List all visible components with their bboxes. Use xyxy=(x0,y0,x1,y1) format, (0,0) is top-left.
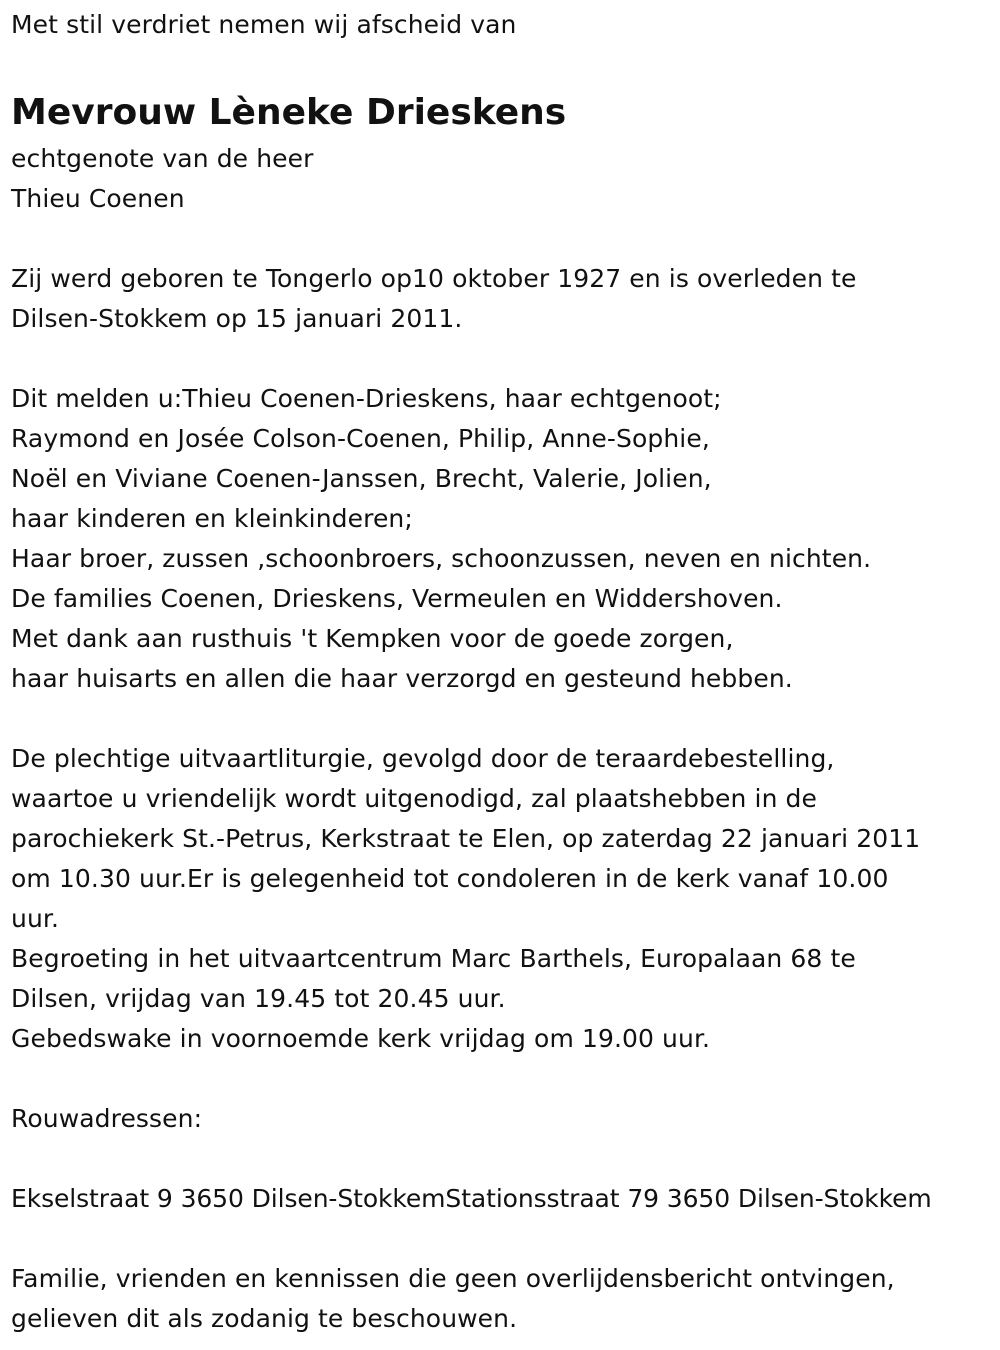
ceremony-line: De plechtige uitvaartliturgie, gevolgd door de teraardebestelling, xyxy=(11,744,835,773)
ceremony-line: Gebedswake in voornoemde kerk vrijdag om 19.00 uur. xyxy=(11,1024,711,1053)
obituary-notice xyxy=(11,5,996,1339)
family-line: De families Coenen, Drieskens, Vermeulen en Widdershoven. xyxy=(11,584,783,613)
family-line: haar kinderen en kleinkinderen; xyxy=(11,504,413,533)
family-line: Met dank aan rusthuis 't Kempken voor de goede zorgen, xyxy=(11,624,734,653)
ceremony-line: Dilsen, vrijdag van 19.45 tot 20.45 uur. xyxy=(11,984,506,1013)
birth-death-line: Zij werd geboren te Tongerlo op10 oktober 1927 en is overleden te xyxy=(11,264,857,293)
spacer xyxy=(11,1219,996,1259)
family-line: Noël en Viviane Coenen-Janssen, Brecht, Valerie, Jolien, xyxy=(11,464,712,493)
family-line: Haar broer, zussen ,schoonbroers, schoonzussen, neven en nichten. xyxy=(11,544,872,573)
spacer xyxy=(11,339,996,379)
deceased-name: Mevrouw Lèneke Drieskens xyxy=(11,92,567,133)
closing-line: gelieven dit als zodanig te beschouwen. xyxy=(11,1304,518,1333)
closing-line: Familie, vrienden en kennissen die geen overlijdensbericht ontvingen, xyxy=(11,1264,895,1293)
spacer xyxy=(11,699,996,739)
ceremony-line: Begroeting in het uitvaartcentrum Marc Barthels, Europalaan 68 te xyxy=(11,944,856,973)
spacer xyxy=(11,1139,996,1179)
spouse-line: echtgenote van de heer xyxy=(11,144,314,173)
ceremony-line: parochiekerk St.-Petrus, Kerkstraat te Elen, op zaterdag 22 januari 2011 xyxy=(11,824,921,853)
ceremony-line: waartoe u vriendelijk wordt uitgenodigd, zal plaatshebben in de xyxy=(11,784,818,813)
family-line: haar huisarts en allen die haar verzorgd en gesteund hebben. xyxy=(11,664,793,693)
spacer xyxy=(11,219,996,259)
ceremony-line: uur. xyxy=(11,904,60,933)
spacer xyxy=(11,1059,996,1099)
birth-death-line: Dilsen-Stokkem op 15 januari 2011. xyxy=(11,304,463,333)
family-line: Raymond en Josée Colson-Coenen, Philip, Anne-Sophie, xyxy=(11,424,710,453)
intro-text: Met stil verdriet nemen wij afscheid van xyxy=(11,10,517,39)
spacer xyxy=(11,45,996,85)
family-line: Dit melden u:Thieu Coenen-Drieskens, haar echtgenoot; xyxy=(11,384,722,413)
addresses-line: Ekselstraat 9 3650 Dilsen-StokkemStationsstraat 79 3650 Dilsen-Stokkem xyxy=(11,1184,932,1213)
addresses-heading: Rouwadressen: xyxy=(11,1104,203,1133)
spouse-line: Thieu Coenen xyxy=(11,184,185,213)
ceremony-line: om 10.30 uur.Er is gelegenheid tot condoleren in de kerk vanaf 10.00 xyxy=(11,864,889,893)
